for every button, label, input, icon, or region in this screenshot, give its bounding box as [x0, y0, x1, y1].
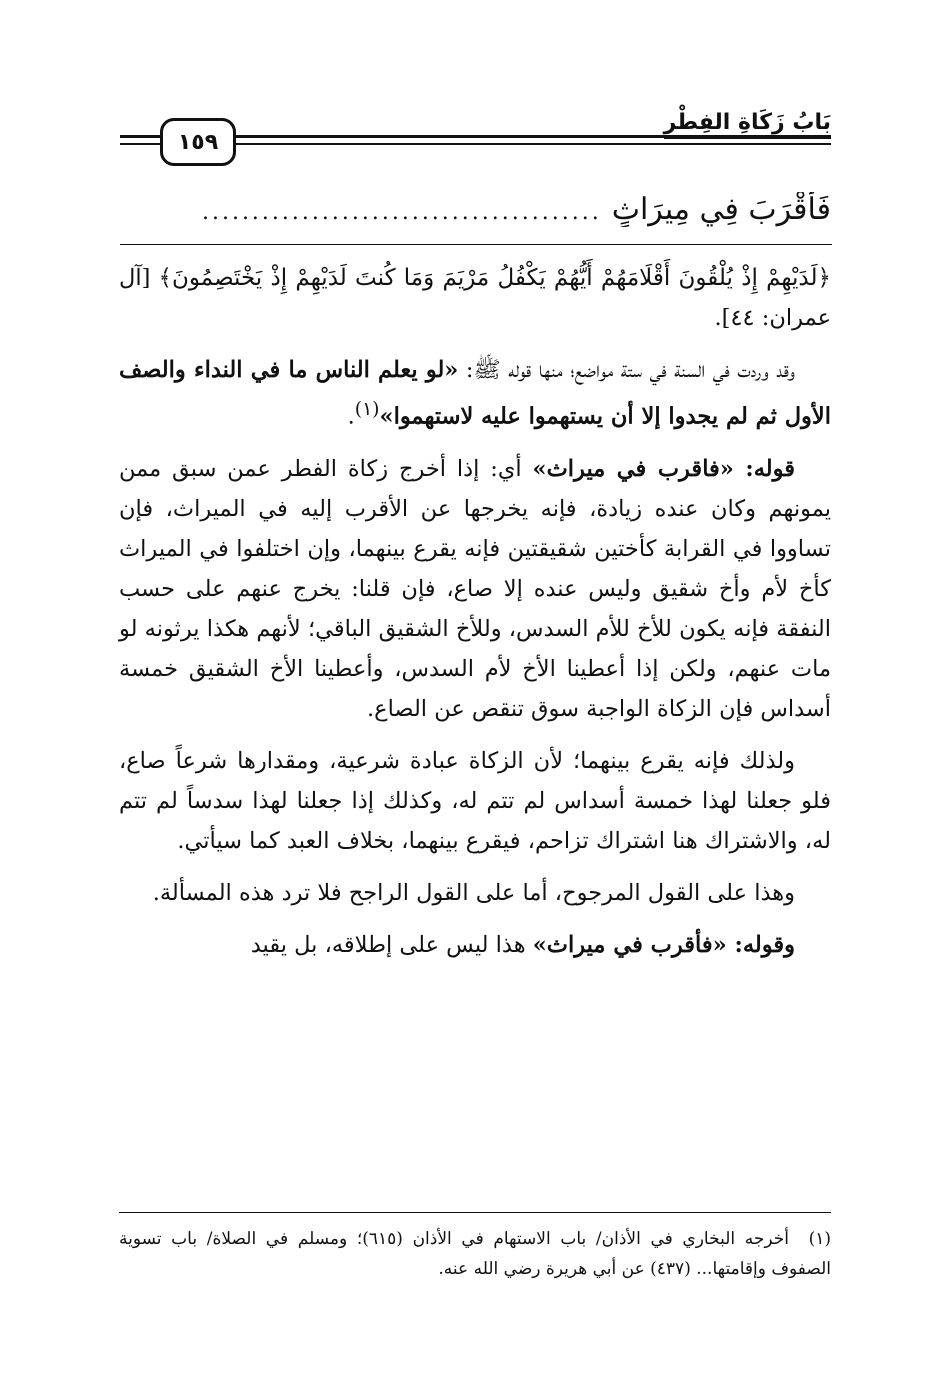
footnote-marker: (١)	[354, 399, 380, 420]
commentary-paragraph-2: ولذلك فإنه يقرع بينهما؛ لأن الزكاة عبادة شرعية، ومقدارها شرعاً صاع، فلو جعلنا لهذا خمسة أسداس لم تتم له، وكذلك إذا جعلنا لهذا سدساً لم تتم له، والاشتراك هنا اشتراك تزاحم، فيقرع بينهما، بخلاف العبد كما سيأتي.	[119, 747, 831, 854]
quran-verse: ﴿لَدَيْهِمْ إِذْ يُلْقُونَ أَقْلَامَهُمْ أَيُّهُمْ يَكْفُلُ مَرْيَمَ وَمَا كُنتَ لَدَيْهِمْ إِذْ يَخْتَصِمُونَ﴾	[158, 265, 831, 291]
verse-reference: [آل عمران: ٤٤].	[119, 265, 831, 331]
footnote-text: أخرجه البخاري في الأذان/ باب الاستهام في الأذان (٦١٥)؛ ومسلم في الصلاة/ باب تسوية الصفوف وإقامتها... (٤٣٧) عن أبي هريرة رضي الله عنه.	[119, 1229, 831, 1279]
commentary-paragraph-3: وهذا على القول المرجوح، أما على القول الراجح فلا ترد هذه المسألة.	[152, 879, 795, 906]
footnote-rule	[119, 1212, 831, 1213]
running-title: بَابُ زَكَاةِ الفِطْرِ	[664, 110, 831, 139]
commentary-text-4: هذا ليس على إطلاقه، بل يقيد	[250, 931, 533, 958]
section-heading	[121, 192, 831, 227]
commentary-paragraph-1	[119, 449, 831, 729]
header-rule-left-bottom	[120, 143, 160, 145]
commentary-label-2: وقوله: «فأقرب في ميراث»	[532, 931, 795, 958]
quran-verse-paragraph	[119, 258, 831, 338]
page-number: ١٥٩	[160, 118, 236, 166]
hadith-intro: وقد وردت في السنة في ستة مواضع؛ منها قوله ﷺ:	[458, 357, 796, 383]
body-text	[119, 258, 831, 977]
commentary-label-1: قوله: «فاقرب في ميراث»	[532, 455, 795, 482]
header-rule-left-top	[120, 135, 160, 138]
heading-underline	[120, 244, 832, 245]
footnote-number: (١)	[808, 1229, 832, 1249]
hadith-text: «لو يعلم الناس ما في النداء والصف الأول ثم لم يجدوا إلا أن يستهموا عليه لاستهموا»	[119, 357, 831, 430]
header-rule-bottom	[230, 143, 831, 145]
header-rule-top	[230, 135, 831, 138]
commentary-paragraph-4	[119, 925, 831, 965]
heading-dots: ........................................	[201, 200, 602, 225]
heading-text: فَأَقْرَبَ فِي مِيرَاثٍ	[611, 192, 831, 227]
hadith-paragraph	[119, 350, 831, 437]
paragraph-end: .	[347, 403, 355, 430]
commentary-text-1: أي: إذا أخرج زكاة الفطر عمن سبق ممن يمونهم وكان عنده زيادة، فإنه يخرجها عن الأقرب إليه في الميراث، فإن تساووا في القرابة كأختين شقيقتين فإنه يقرع بينهما، وإن اختلفوا في الميراث كأخ لأم وأخ شقيق وليس عنده إلا صاع، فإن قلنا: يخرج عنهم على حسب النفقة فإنه يكون للأخ للأم السدس، وللأخ الشقيق الباقي؛ لأنهم هكذا يرثونه لو مات عنهم، ولكن إذا أعطينا الأخ لأم السدس، وأعطينا الأخ الشقيق خمسة أسداس فإن الزكاة الواجبة سوق تنقص عن الصاع.	[119, 455, 831, 722]
footnote	[119, 1224, 831, 1284]
